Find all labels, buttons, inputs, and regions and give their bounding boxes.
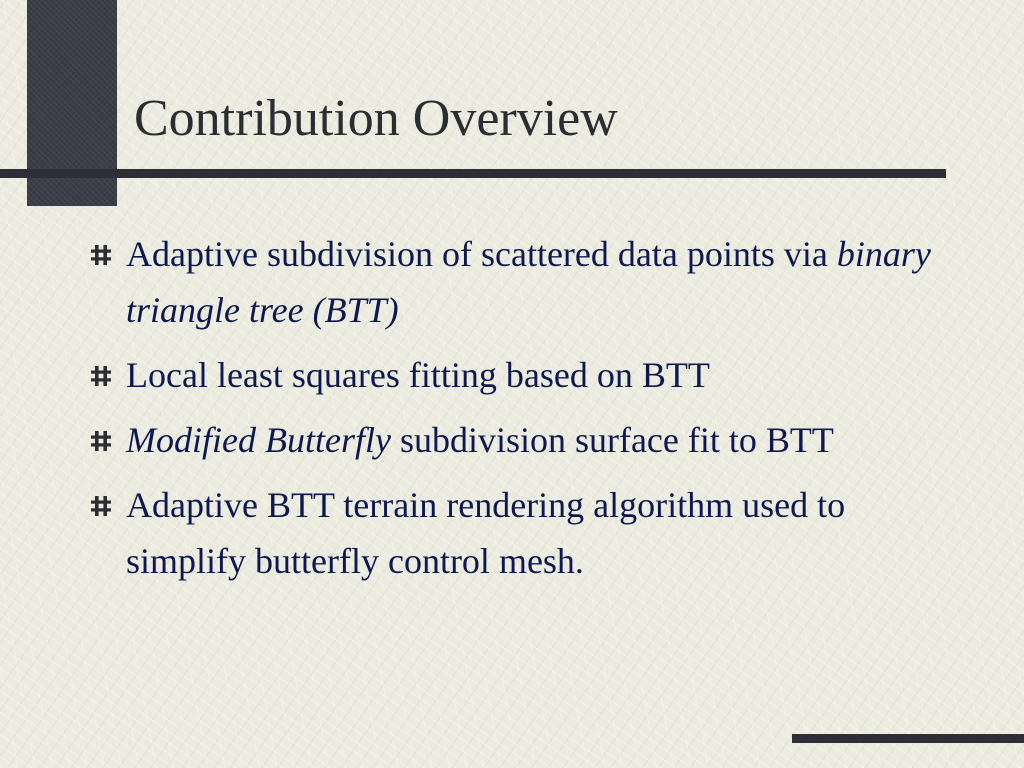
bullet-text xyxy=(126,234,931,330)
bullet-item xyxy=(90,347,960,403)
slide-title: Contribution Overview xyxy=(134,90,618,147)
bullet-item xyxy=(90,226,960,338)
bullet-item xyxy=(90,477,960,589)
bullet-list xyxy=(90,226,960,598)
title-divider xyxy=(0,169,946,178)
bullet-text xyxy=(126,485,845,581)
bullet-item xyxy=(90,412,960,468)
bullet-text-italic: Modified Butterfly xyxy=(126,420,391,460)
hash-bullet-icon xyxy=(91,431,111,451)
bullet-text-segment: Local least squares fitting based on BTT xyxy=(126,355,710,395)
hash-bullet-icon xyxy=(91,366,111,386)
hash-bullet-icon xyxy=(91,496,111,516)
bullet-text-segment: Adaptive BTT terrain rendering algorithm used to simplify butterfly control mesh. xyxy=(126,485,846,581)
hash-bullet-icon xyxy=(91,245,111,265)
bullet-text-italic: binary triangle tree (BTT) xyxy=(126,234,931,330)
bullet-text-segment: subdivision surface fit to BTT xyxy=(390,420,834,460)
bullet-text xyxy=(126,420,834,460)
bullet-text-segment: Adaptive subdivision of scattered data points via xyxy=(126,234,837,274)
bullet-text xyxy=(126,355,710,395)
bottom-divider xyxy=(792,734,1024,743)
